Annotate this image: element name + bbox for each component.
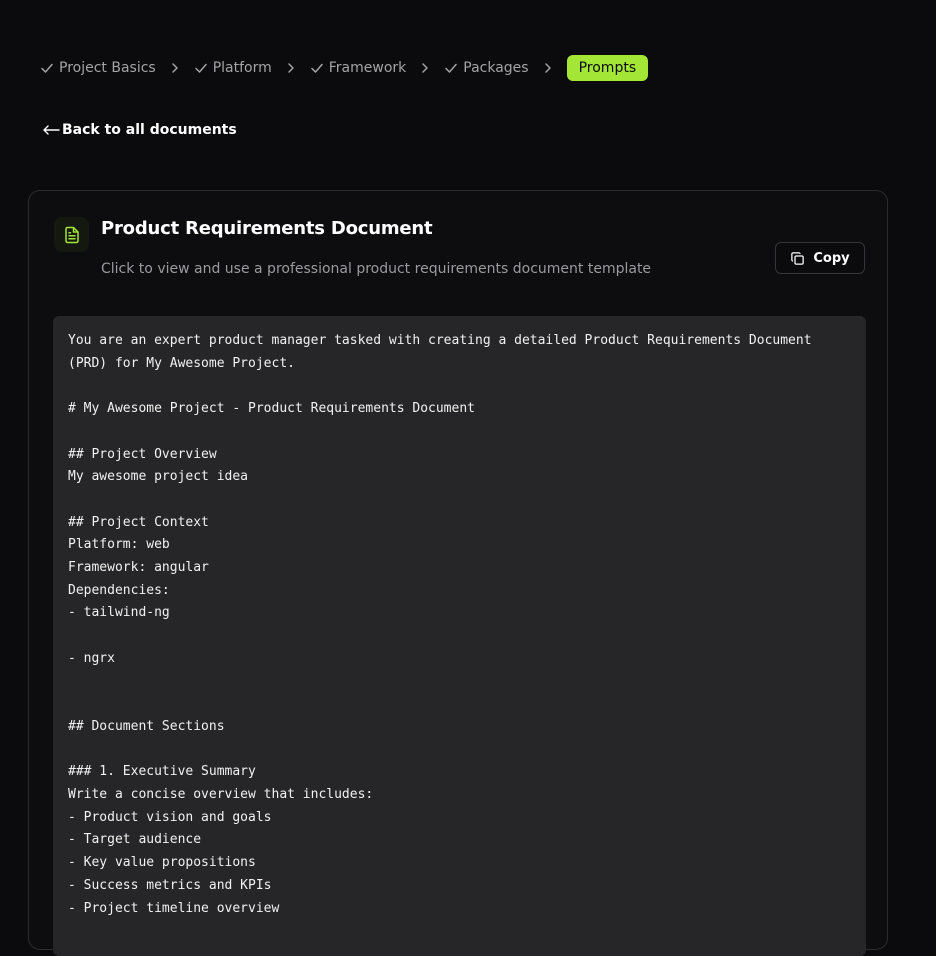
step-label: Packages (463, 60, 529, 76)
step-platform[interactable] (194, 60, 272, 76)
copy-button-label: Copy (813, 250, 850, 266)
arrow-left-icon (42, 124, 60, 136)
step-project-basics[interactable] (40, 60, 156, 76)
document-title: Product Requirements Document (101, 218, 433, 239)
check-icon (444, 61, 458, 75)
document-description: Click to view and use a professional product requirements document template (101, 261, 652, 277)
file-text-icon (63, 226, 81, 244)
check-icon (310, 61, 324, 75)
chevron-right-icon (541, 61, 555, 75)
copy-button[interactable] (775, 242, 865, 274)
chevron-right-icon (168, 61, 182, 75)
stepper (40, 54, 648, 82)
step-prompts[interactable]: Prompts (567, 55, 649, 81)
step-label: Platform (212, 60, 272, 76)
step-label: Project Basics (59, 60, 156, 76)
back-link-label: Back to all documents (62, 122, 237, 138)
document-card (28, 190, 888, 950)
check-icon (194, 61, 208, 75)
prompt-code-block[interactable] (53, 316, 866, 956)
document-icon-container (54, 217, 89, 252)
chevron-right-icon (284, 61, 298, 75)
step-packages[interactable] (444, 60, 528, 76)
chevron-right-icon (418, 61, 432, 75)
prompt-text: You are an expert product manager tasked with creating a detailed Product Requirements Document (PRD) for My Awesome Project. # My Awesome Project - Product Requirements Document ## Project Overview My awesome project idea ## Project Context Platform: web Framework: angular Dependencies: - tailwind-ng - ngrx ## Document Sections ### 1. Executive Summary Write a concise overview that includes: - Product vision and goals - Target audience - Key value propositions - Success metrics and KPIs - Project timeline overview (68, 333, 812, 916)
copy-icon (790, 251, 805, 266)
step-framework[interactable] (310, 60, 407, 76)
step-label: Framework (328, 60, 407, 76)
back-to-documents-link[interactable] (42, 122, 237, 138)
check-icon (40, 61, 54, 75)
